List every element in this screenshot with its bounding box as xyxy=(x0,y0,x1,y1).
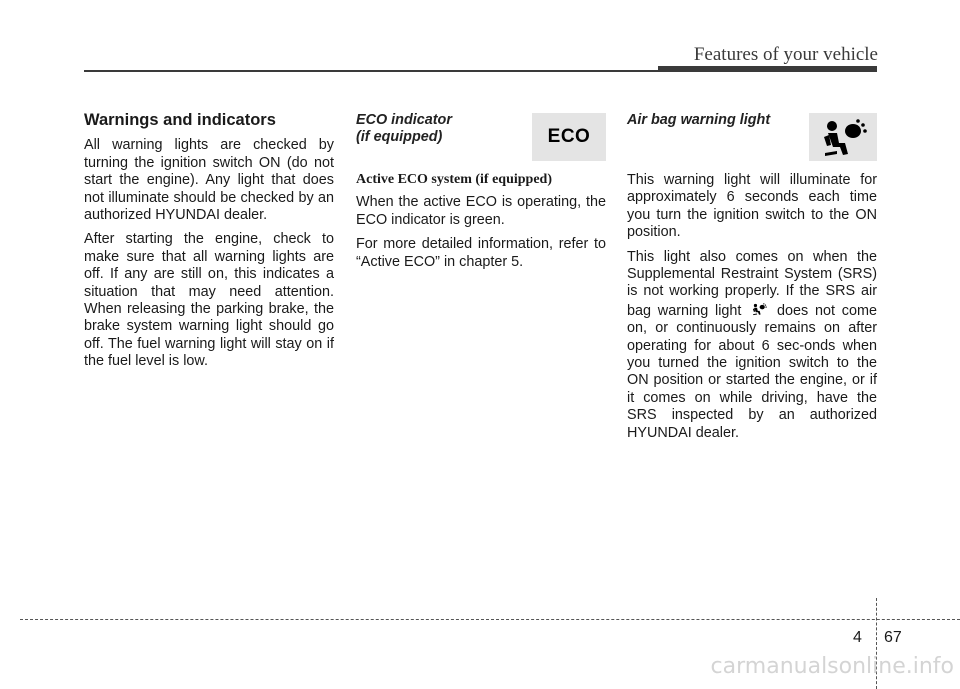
paragraph: This warning light will illuminate for approximately 6 seconds each time you turn the ignition switch to the ON position. xyxy=(627,172,877,241)
column-eco xyxy=(356,112,606,278)
section-heading: Warnings and indicators xyxy=(84,111,276,129)
eco-subheading: Active ECO system (if equipped) xyxy=(356,172,552,187)
footer-divider xyxy=(20,619,960,620)
eco-heading-line1: ECO indicator xyxy=(356,112,452,128)
eco-heading-line2: (if equipped) xyxy=(356,129,443,145)
watermark: carmanualsonline.info xyxy=(710,654,954,679)
page-header-title: Features of your vehicle xyxy=(693,44,878,65)
column-airbag xyxy=(627,112,877,449)
paragraph: After starting the engine, check to make sure that all warning lights are off. If any are still on, this indicates a situation that may need attention. When releasing the parking brake, the brake system warning light should go off. The fuel warning light will stay on if the fuel level is low. xyxy=(84,231,334,370)
paragraph: All warning lights are checked by turning the ignition switch ON (do not start the engine). Any light that does not illuminate should be checked by an authorized HYUNDAI dealer. xyxy=(84,137,334,224)
eco-indicator-label: ECO xyxy=(547,126,591,147)
airbag-inline-icon xyxy=(750,301,768,317)
column-warnings xyxy=(84,112,334,378)
paragraph xyxy=(627,249,877,442)
header-rule xyxy=(84,70,658,72)
paragraph: For more detailed information, refer to “Active ECO” in chapter 5. xyxy=(356,236,606,270)
page-number: 67 xyxy=(884,629,902,646)
header-rule-accent xyxy=(658,66,877,72)
paragraph-text: does not come on, or continuously remains on after operating for about 6 sec-onds when you turned the ignition switch to the ON position or started the engine, or if it comes on while driving, have the SRS inspected by an authorized HYUNDAI dealer. xyxy=(627,302,877,441)
paragraph: When the active ECO is operating, the ECO indicator is green. xyxy=(356,194,606,228)
airbag-heading: Air bag warning light xyxy=(627,112,771,128)
paragraph-text: This light also comes on when the Supplemental Restraint System (SRS) is not working properly. If the SRS air bag warning light xyxy=(627,248,877,319)
chapter-number: 4 xyxy=(853,629,862,646)
eco-heading xyxy=(356,112,606,146)
